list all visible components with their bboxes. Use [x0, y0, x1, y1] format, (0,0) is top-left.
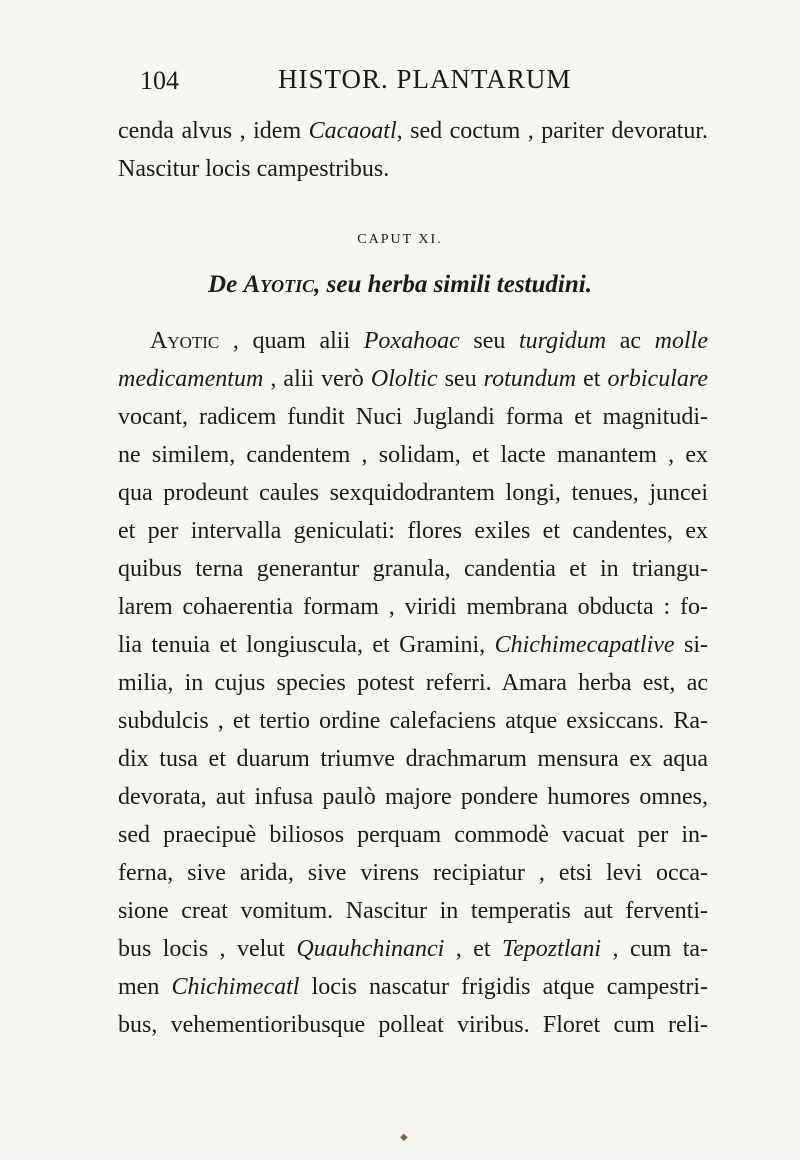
text-line: bus, vehementioribusque polleat viribus. Floret cum reli- [118, 1012, 708, 1038]
text-line: bus locis , velut Quauhchinanci , et Tepoztlani , cum ta- [118, 936, 709, 962]
page-number: 104 [140, 66, 179, 95]
text-line: dix tusa et duarum triumve drachmarum mensura ex aqua [118, 746, 708, 772]
text-line: cenda alvus , idem Cacaoatl, sed coctum , pariter devoratur. [118, 118, 708, 144]
running-head: HISTOR. PLANTARUM [278, 64, 572, 94]
text-line: sed praecipuè biliosos perquam commodè vacuat per in- [118, 822, 708, 848]
text-line: qua prodeunt caules sexquidodrantem longi, tenues, juncei [118, 480, 708, 506]
chapter-label: CAPUT XI. [357, 232, 443, 247]
text-line: milia, in cujus species potest referri. Amara herba est, ac [118, 670, 708, 696]
text-line: men Chichimecatl locis nascatur frigidis atque campestri- [118, 974, 708, 1000]
text-line: larem cohaerentia formam , viridi membrana obducta : fo- [118, 594, 708, 620]
text-line: medicamentum , alii verò Ololtic seu rotundum et orbiculare [118, 366, 708, 392]
text-line: vocant, radicem fundit Nuci Juglandi forma et magnitudi- [118, 404, 708, 430]
text-line: et per intervalla geniculati: flores exiles et candentes, ex [118, 518, 708, 544]
text-line: Nascitur locis campestribus. [118, 156, 390, 182]
text-line: ne similem, candentem , solidam, et lacte manantem , ex [118, 442, 708, 468]
chapter-title: De Ayotic, seu herba simili testudini. [208, 271, 592, 298]
text-line: sione creat vomitum. Nascitur in temperatis aut ferventi- [118, 898, 708, 924]
printer-mark: ◆ [400, 1132, 408, 1143]
text-line: ferna, sive arida, sive virens recipiatur , etsi levi occa- [118, 860, 708, 886]
text-line: Ayotic , quam alii Poxahoac seu turgidum ac molle [150, 328, 708, 354]
text-line: devorata, aut infusa paulò majore pondere humores omnes, [118, 784, 708, 810]
text-line: subdulcis , et tertio ordine calefaciens atque exsiccans. Ra- [118, 708, 708, 734]
text-line: quibus terna generantur granula, candentia et in triangu- [118, 556, 708, 582]
text-line: lia tenuia et longiuscula, et Gramini, Chichimecapatlive si- [118, 632, 708, 658]
